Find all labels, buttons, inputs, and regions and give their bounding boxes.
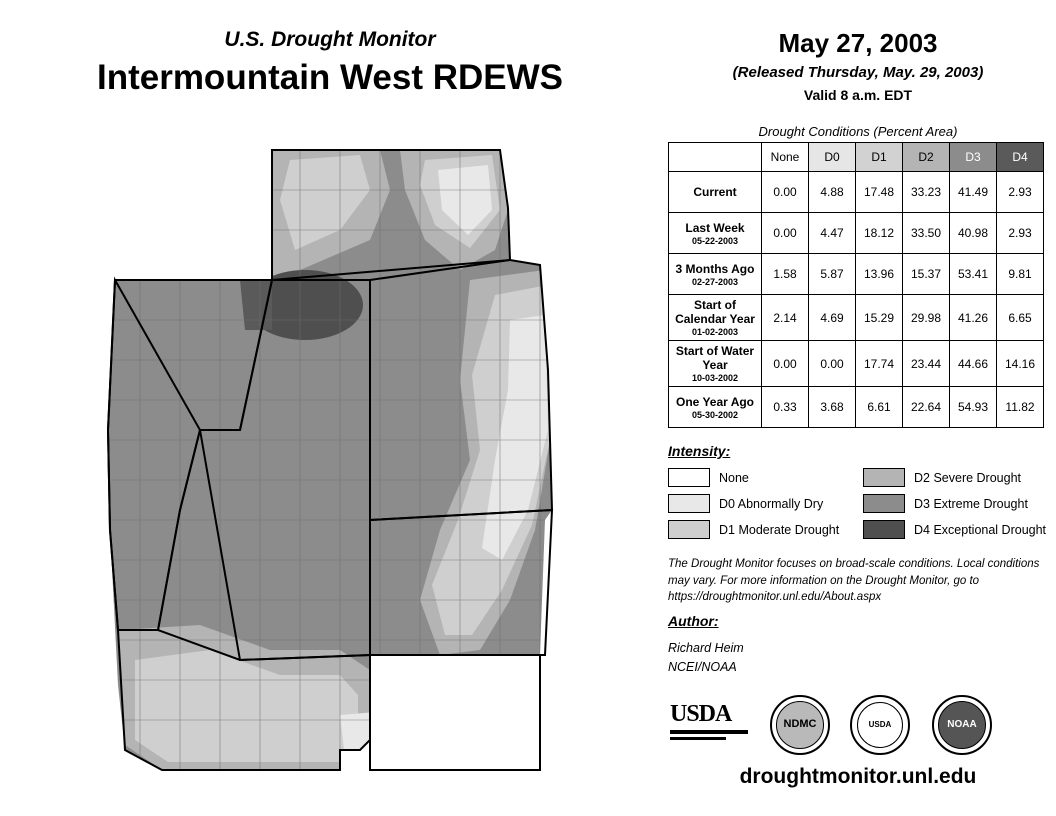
column-header-d2: D2 [903, 143, 950, 172]
cell-d2: 23.44 [903, 341, 950, 387]
swatch-none-icon [668, 468, 710, 487]
cell-d0: 4.69 [809, 295, 856, 341]
cell-none: 2.14 [762, 295, 809, 341]
cell-d2: 15.37 [903, 254, 950, 295]
column-header-d0: D0 [809, 143, 856, 172]
ndmc-logo [770, 695, 830, 755]
cell-d4: 9.81 [997, 254, 1044, 295]
noaa-logo-text: NOAA [938, 701, 986, 749]
page-subtitle: U.S. Drought Monitor [224, 28, 436, 51]
column-header-d4: D4 [997, 143, 1044, 172]
cell-d4: 11.82 [997, 387, 1044, 428]
table-row [669, 213, 1044, 254]
table-row [669, 295, 1044, 341]
cell-d2: 22.64 [903, 387, 950, 428]
cell-d0: 5.87 [809, 254, 856, 295]
cell-d3: 41.49 [950, 172, 997, 213]
usda-logo-bar-icon [670, 730, 748, 734]
row-label [669, 295, 762, 341]
ndmc-logo-text: NDMC [776, 701, 824, 749]
cell-d0: 0.00 [809, 341, 856, 387]
legend-item-d1 [668, 518, 839, 541]
cell-d0: 4.47 [809, 213, 856, 254]
row-label-text: Last Week [685, 220, 745, 235]
legend-label-d2: D2 Severe Drought [914, 470, 1022, 485]
noaa-logo [932, 695, 992, 755]
row-label-text: Current [693, 185, 737, 199]
website-url: droughtmonitor.unl.edu [739, 765, 977, 788]
cell-d4: 6.65 [997, 295, 1044, 341]
cell-d3: 44.66 [950, 341, 997, 387]
legend-column-right [863, 466, 1046, 544]
cell-d3: 40.98 [950, 213, 997, 254]
state-new-mexico [370, 655, 540, 770]
row-label-date: 02-27-2003 [691, 276, 739, 287]
usda-logo-bar2-icon [670, 737, 726, 740]
cell-d3: 41.26 [950, 295, 997, 341]
cell-d1: 13.96 [856, 254, 903, 295]
usda-logo-text: USDA [670, 701, 732, 727]
cell-d1: 17.74 [856, 341, 903, 387]
cell-d3: 53.41 [950, 254, 997, 295]
table-row [669, 387, 1044, 428]
usda-seal-logo [850, 695, 910, 755]
table-row [669, 341, 1044, 387]
row-label [669, 254, 762, 295]
cell-d0: 4.88 [809, 172, 856, 213]
author-name: Richard Heim [668, 641, 744, 655]
usda-seal-logo-text: USDA [857, 702, 903, 748]
row-label-text: One Year Ago [675, 394, 755, 409]
row-label-date: 01-02-2003 [691, 327, 739, 337]
legend-column-left [668, 466, 839, 544]
drought-conditions-table [668, 142, 1044, 428]
legend-label-none: None [719, 470, 749, 485]
date-block [660, 28, 1056, 103]
author-title: Author: [668, 613, 719, 629]
usda-logo [670, 701, 748, 740]
cell-none: 0.33 [762, 387, 809, 428]
intensity-legend-title: Intensity: [668, 443, 731, 459]
table-header-row [669, 143, 1044, 172]
legend-item-d4 [863, 518, 1046, 541]
column-header-d1: D1 [856, 143, 903, 172]
row-label-text: Start of Calendar Year [675, 298, 755, 326]
author-organization: NCEI/NOAA [668, 660, 737, 674]
row-label [669, 341, 762, 387]
table-caption: Drought Conditions (Percent Area) [758, 124, 958, 139]
cell-d2: 33.50 [903, 213, 950, 254]
swatch-d0-icon [668, 494, 710, 513]
cell-d4: 2.93 [997, 213, 1044, 254]
row-label-date: 05-22-2003 [691, 235, 739, 246]
legend-label-d1: D1 Moderate Drought [719, 522, 840, 537]
row-label [669, 213, 762, 254]
release-date: (Released Thursday, May. 29, 2003) [732, 64, 984, 81]
cell-none: 0.00 [762, 341, 809, 387]
legend-item-d3 [863, 492, 1046, 515]
row-label [669, 387, 762, 428]
legend-item-d2 [863, 466, 1046, 489]
cell-d1: 17.48 [856, 172, 903, 213]
logo-row [660, 695, 1040, 757]
map-date: May 27, 2003 [778, 28, 938, 58]
cell-d1: 6.61 [856, 387, 903, 428]
row-label-date: 05-30-2002 [691, 409, 739, 420]
swatch-d3-icon [863, 494, 905, 513]
cell-none: 0.00 [762, 172, 809, 213]
cell-none: 1.58 [762, 254, 809, 295]
cell-none: 0.00 [762, 213, 809, 254]
row-label [669, 172, 762, 213]
swatch-d2-icon [863, 468, 905, 487]
table-corner-cell [669, 143, 762, 172]
swatch-d1-icon [668, 520, 710, 539]
row-label-text: 3 Months Ago [675, 261, 755, 276]
valid-time: Valid 8 a.m. EDT [803, 87, 913, 103]
row-label-text: Start of Water Year [675, 344, 755, 372]
cell-d2: 29.98 [903, 295, 950, 341]
disclaimer-text: The Drought Monitor focuses on broad-scale conditions. Local conditions may vary. For more information on the Drought Monitor, go to https://droughtmonitor.unl.edu/About.aspx [668, 558, 1040, 604]
cell-d1: 18.12 [856, 213, 903, 254]
cell-d1: 15.29 [856, 295, 903, 341]
cell-d2: 33.23 [903, 172, 950, 213]
legend-label-d0: D0 Abnormally Dry [719, 496, 824, 511]
row-label-date: 10-03-2002 [691, 373, 739, 383]
map-svg [40, 130, 640, 790]
column-header-d3: D3 [950, 143, 997, 172]
drought-map [40, 130, 640, 790]
column-header-none: None [762, 143, 809, 172]
legend-item-d0 [668, 492, 839, 515]
cell-d4: 2.93 [997, 172, 1044, 213]
cell-d4: 14.16 [997, 341, 1044, 387]
legend-label-d3: D3 Extreme Drought [914, 496, 1028, 511]
table-row [669, 172, 1044, 213]
cell-d0: 3.68 [809, 387, 856, 428]
legend-label-d4: D4 Exceptional Drought [914, 522, 1047, 537]
title-block [0, 28, 660, 98]
table-row [669, 254, 1044, 295]
swatch-d4-icon [863, 520, 905, 539]
cell-d3: 54.93 [950, 387, 997, 428]
drought-area-d0 [340, 710, 412, 760]
legend-item-none [668, 466, 839, 489]
page-title: Intermountain West RDEWS [96, 58, 564, 97]
